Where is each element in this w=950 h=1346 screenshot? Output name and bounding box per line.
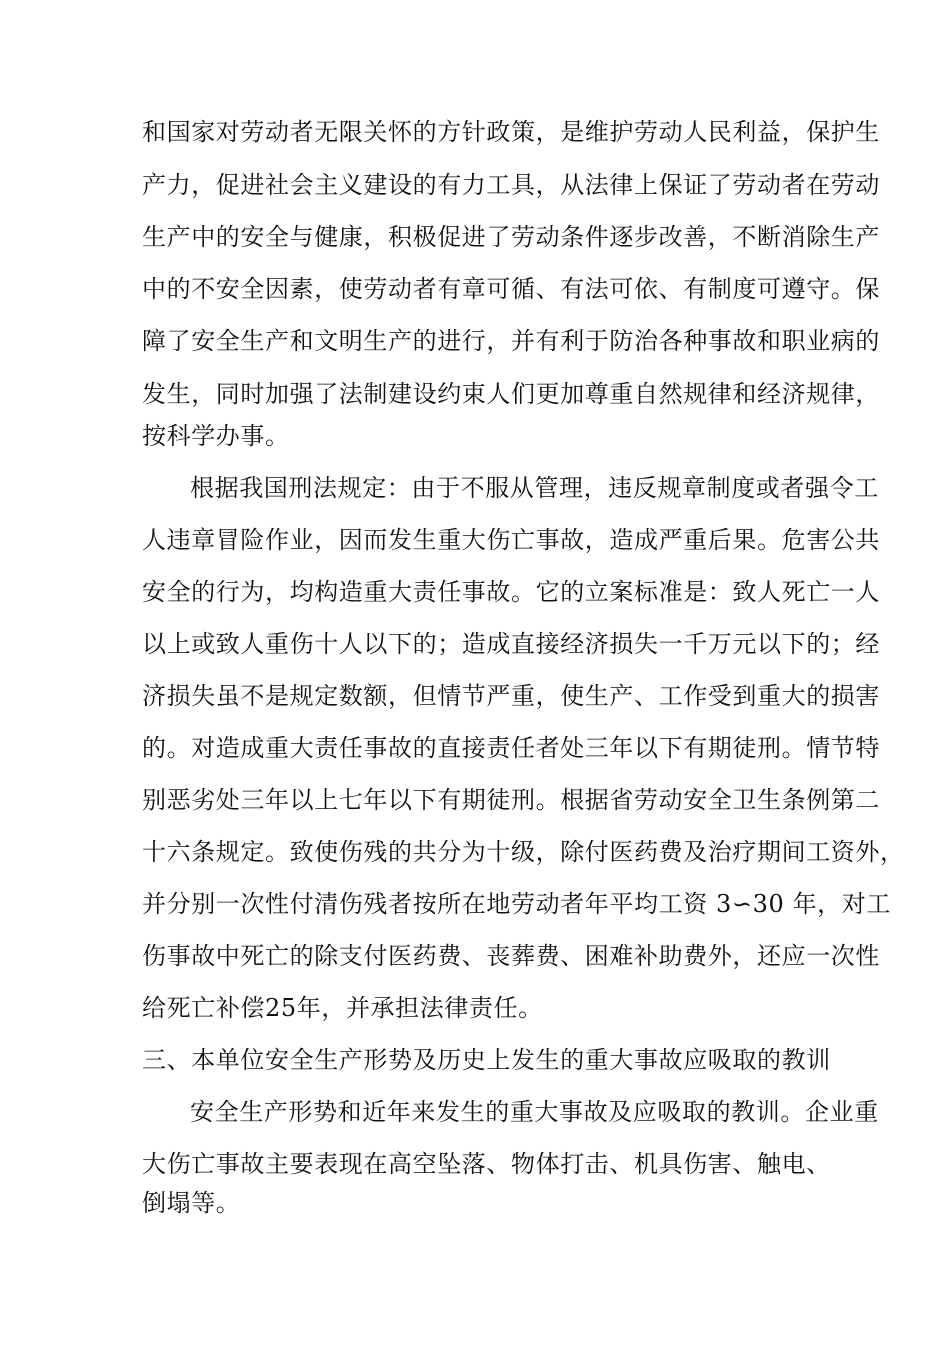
paragraph-line: 十六条规定。致使伤残的共分为十级，除付医药费及治疗期间工资外， [142, 838, 905, 866]
paragraph-line: 的。对造成重大责任事故的直接责任者处三年以下有期徒刑。情节特 [142, 734, 880, 762]
paragraph-line: 障了安全生产和文明生产的进行，并有利于防治各种事故和职业病的 [142, 327, 880, 355]
paragraph-line: 别恶劣处三年以上七年以下有期徒刑。根据省劳动安全卫生条例第二 [142, 786, 880, 814]
paragraph-line: 发生，同时加强了法制建设约束人们更加尊重自然规律和经济规律， [142, 380, 880, 408]
paragraph-line: 人违章冒险作业，因而发生重大伤亡事故，造成严重后果。危害公共 [142, 526, 880, 554]
paragraph-line: 和国家对劳动者无限关怀的方针政策，是维护劳动人民利益，保护生 [142, 118, 880, 146]
paragraph-line: 中的不安全因素，使劳动者有章可循、有法可依、有制度可遵守。保 [142, 275, 880, 303]
paragraph-line: 大伤亡事故主要表现在高空坠落、物体打击、机具伤害、触电、 [142, 1150, 831, 1178]
paragraph-line: 安全生产形势和近年来发生的重大事故及应吸取的教训。企业重 [190, 1098, 879, 1126]
paragraph-line: 安全的行为，均构造重大责任事故。它的立案标准是：致人死亡一人 [142, 578, 880, 606]
paragraph-line: 产力，促进社会主义建设的有力工具，从法律上保证了劳动者在劳动 [142, 171, 880, 199]
paragraph-line: 伤事故中死亡的除支付医药费、丧葬费、困难补助费外，还应一次性 [142, 942, 880, 970]
section-heading: 三、本单位安全生产形势及历史上发生的重大事故应吸取的教训 [142, 1046, 831, 1074]
paragraph-line: 济损失虽不是规定数额，但情节严重，使生产、工作受到重大的损害 [142, 682, 880, 710]
paragraph-line: 生产中的安全与健康，积极促进了劳动条件逐步改善，不断消除生产 [142, 223, 880, 251]
paragraph-line: 并分别一次性付清伤残者按所在地劳动者年平均工资 3∽30 年，对工 [142, 890, 891, 918]
paragraph-line: 倒塌等。 [142, 1189, 241, 1217]
paragraph-line: 以上或致人重伤十人以下的；造成直接经济损失一千万元以下的；经 [142, 630, 880, 658]
paragraph-line: 给死亡补偿25年，并承担法律责任。 [142, 994, 543, 1022]
paragraph-line: 按科学办事。 [142, 422, 290, 450]
paragraph-line: 根据我国刑法规定：由于不服从管理，违反规章制度或者强令工 [190, 474, 879, 502]
